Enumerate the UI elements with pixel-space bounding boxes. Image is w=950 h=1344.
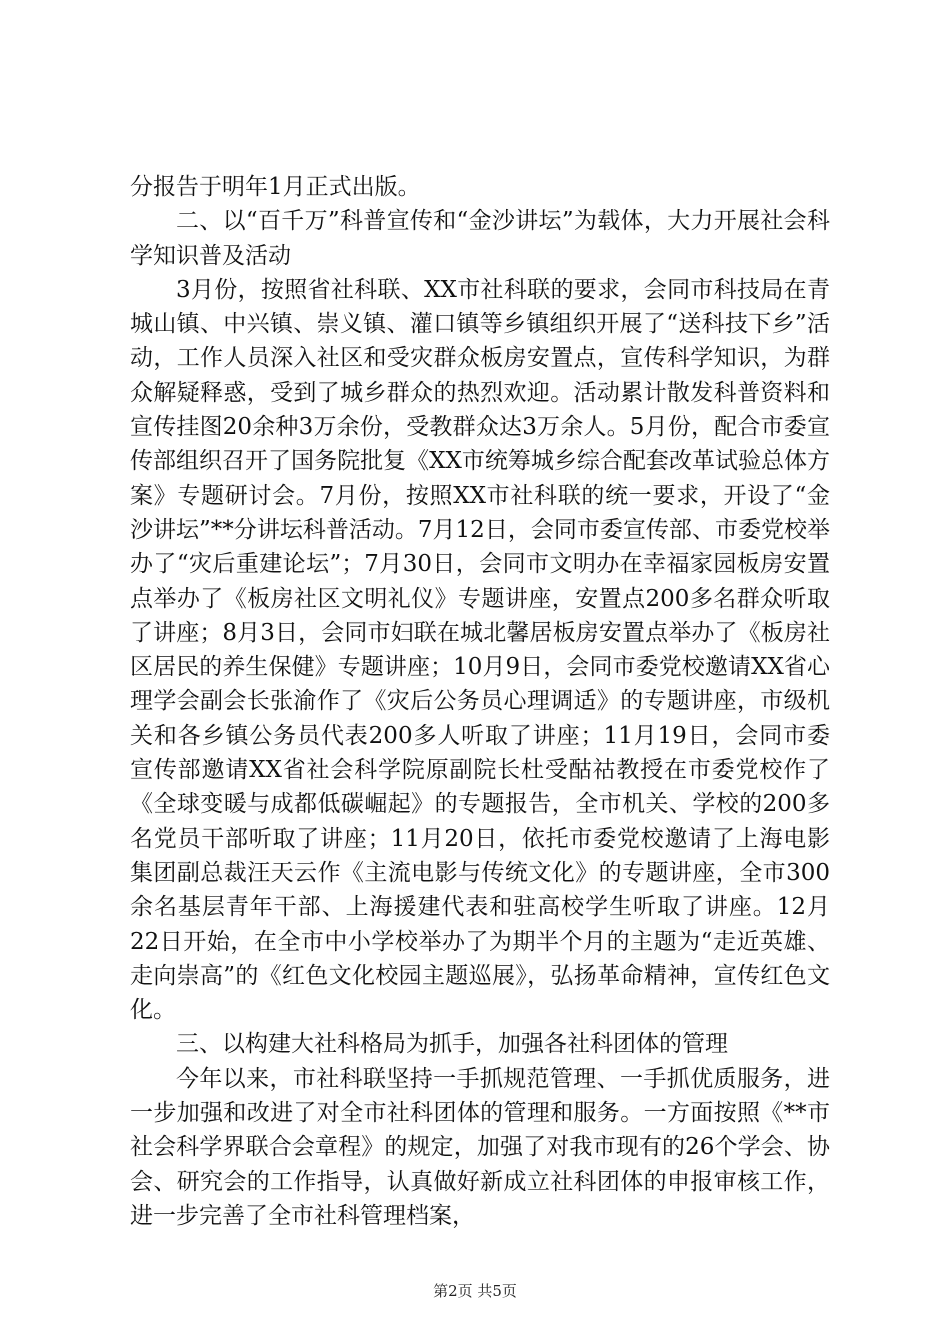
page-number-footer: 第2页 共5页 <box>433 1282 517 1300</box>
section-heading-three: 三、以构建大社科格局为抓手，加强各社科团体的管理 <box>176 1031 728 1058</box>
section-heading-two: 二、以“百千万”科普宣传和“金沙讲坛”为载体，大力开展社会科学知识普及活动 <box>130 208 830 269</box>
paragraph-continuation: 分报告于明年1月正式出版。 <box>130 174 421 200</box>
paragraph-science-popularization: 3月份，按照省社科联、XX市社科联的要求，会同市科技局在青城山镇、中兴镇、崇义镇、灌口镇等乡镇组织开展了“送科技下乡”活动，工作人员深入社区和受灾群众板房安置点，宣传科学知识，为群众解疑释惑，受到了城乡群众的热烈欢迎。活动累计散发科普资料和宣传挂图20余种3万余份，受教群众达3万余人。5月份，配合市委宣传部组织召开了国务院批复《XX市统筹城乡综合配套改革试验总体方案》专题研讨会。7月份，按照XX市社科联的统一要求，开设了“金沙讲坛”**分讲坛科普活动。7月12日，会同市委宣传部、市委党校举办了“灾后重建论坛”；7月30日，会同市文明办在幸福家园板房安置点举办了《板房社区文明礼仪》专题讲座，安置点200多名群众听取了讲座；8月3日，会同市妇联在城北馨居板房安置点举办了《板房社区居民的养生保健》专题讲座；10月9日，会同市委党校邀请XX省心理学会副会长张渝作了《灾后公务员心理调适》的专题讲座，市级机关和各乡镇公务员代表200多人听取了讲座；11月19日，会同市委宣传部邀请XX省社会科学院原副院长杜受酤祜教授在市委党校作了《全球变暖与成都低碳崛起》的专题报告，全市机关、学校的200多名党员干部听取了讲座；11月20日，依托市委党校邀请了上海电影集团副总裁汪天云作《主流电影与传统文化》的专题讲座，全市300余名基层青年干部、上海援建代表和驻高校学生听取了讲座。12月22日开始，在全市中小学校举办了为期半个月的主题为“走近英雄、走向崇高”的《红色文化校园主题巡展》，弘扬革命精神，宣传红色文化。 <box>130 276 830 1024</box>
document-body <box>130 170 830 1233</box>
paragraph-organization-management: 今年以来，市社科联坚持一手抓规范管理、一手抓优质服务，进一步加强和改进了对全市社科团体的管理和服务。一方面按照《**市社会科学界联合会章程》的规定，加强了对我市现有的26个学会、协会、研究会的工作指导，认真做好新成立社科团体的申报审核工作，进一步完善了全市社科管理档案， <box>130 1065 830 1229</box>
